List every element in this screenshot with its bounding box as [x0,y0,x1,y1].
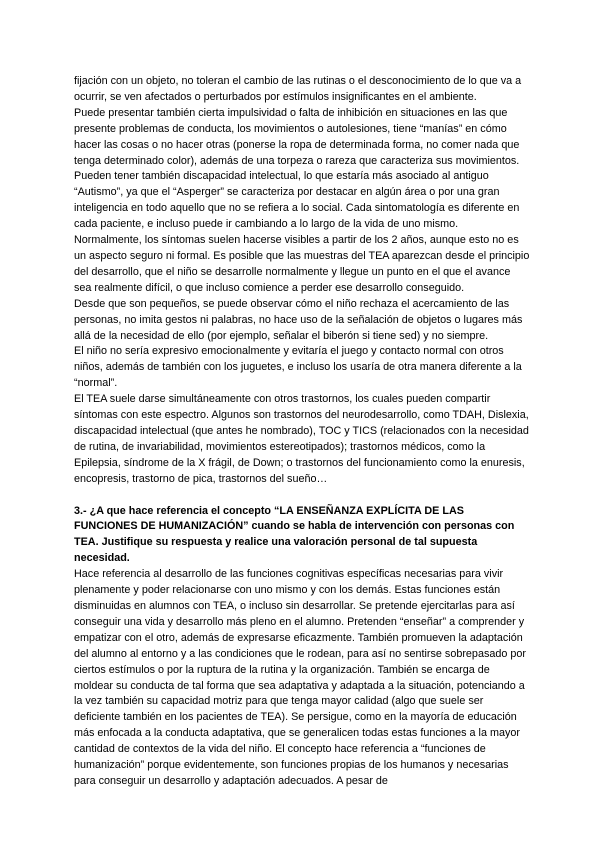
paragraph-fixation: fijación con un objeto, no toleran el cambio de las rutinas o el desconocimiento de lo que va a ocurrir, se ven afectados o perturbados por estímulos insignificantes en el ambiente. [74,75,522,103]
paragraph-emotional-expression: El niño no sería expresivo emocionalmente y evitaría el juego y contacto normal con otros niños, además de también con los juguetes, e incluso los usaría de otra manera diferente a la “normal”. [74,345,522,390]
paragraph-early-signs: Desde que son pequeños, se puede observar cómo el niño rechaza el acercamiento de las personas, no imita gestos ni palabras, no hace uso de la señalación de objetos o lugares más allá de la necesidad de ello (por ejemplo, señalar el biberón si tiene sed) y no siempre. [74,297,523,342]
question-heading: 3.- ¿A que hace referencia el concepto “LA ENSEÑANZA EXPLÍCITA DE LAS FUNCIONES DE HUMANIZACIÓN” cuando se habla de intervención con personas con TEA. Justifique su respuesta y realice una valoración personal de tal supuesta necesidad. [74,504,515,565]
paragraph-impulsivity: Puede presentar también cierta impulsividad o falta de inhibición en situaciones en las que presente problemas de conducta, los movimientos o autolesiones, tiene “manías” en cómo hacer las cosas o no hacer otras (ponerse la ropa de determinada forma, no comer nada que tenga determinado color), además de una torpeza o rareza que caracteriza sus movimientos. Pueden tener también discapacidad intelectual, lo que estaría más asociado al antiguo “Autismo”, ya que el “Asperger” se caracteriza por destacar en algún área o por una gran inteligencia en todo aquello que no se refiera a lo social. Cada sintomatología es diferente en cada paciente, e incluso puede ir cambiando a lo largo de la vida de uno mismo. [74,106,520,231]
paragraph-comorbidities: El TEA suele darse simultáneamente con otros trastornos, los cuales pueden compartir síntomas con este espectro. Algunos son trastornos del neurodesarrollo, como TDAH, Dislexia, discapacidad intelectual (que antes he nombrado), TOC y TICS (relacionados con la necesidad de rutina, de invariabilidad, movimientos estereotipados); trastornos médicos, como la Epilepsia, síndrome de la X frágil, de Down; o trastornos del funcionamiento como la enuresis, encopresis, trastorno de pica, trastornos del sueño… [74,393,529,485]
answer-paragraph: Hace referencia al desarrollo de las funciones cognitivas específicas necesarias para vivir plenamente y poder relacionarse con uno mismo y con los demás. Estas funciones están disminuidas en alumnos con TEA, o incluso sin desarrollar. Se pretende ejercitarlas para así conseguir una vida y desarrollo más pleno en el alumno. Pretenden “enseñar” a comprender y empatizar con el otro, además de expresarse eficazmente. También promueven la adaptación del alumno al entorno y a las condiciones que le rodean, para así no sentirse sobrepasado por ciertos estímulos o por la ruptura de la rutina y la organización. También se encarga de moldear su conducta de tal forma que sea adaptativa y adaptada a la situación, potenciando a la vez también su capacidad motriz para que tenga mayor calidad (algo que suele ser deficiente también en los pacientes de TEA). Se persigue, como en la mayoría de educación más enfocada a la conducta adaptativa, que se generalicen todas estas funciones a la mayor cantidad de contextos de la vida del niño. El concepto hace referencia a “funciones de humanización” porque evidentemente, son funciones propias de los humanos y necesarias para conseguir un desarrollo y adaptación adecuados. A pesar de [74,568,526,787]
document-page [74,74,530,790]
paragraph-symptoms-onset: Normalmente, los síntomas suelen hacerse visibles a partir de los 2 años, aunque esto no es un aspecto seguro ni formal. Es posible que las muestras del TEA aparezcan desde el principio del desarrollo, que el niño se desarrolle normalmente y llegue un punto en el que el avance sea realmente difícil, o que incluso comience a perder ese desarrollo conseguido. [74,234,530,294]
